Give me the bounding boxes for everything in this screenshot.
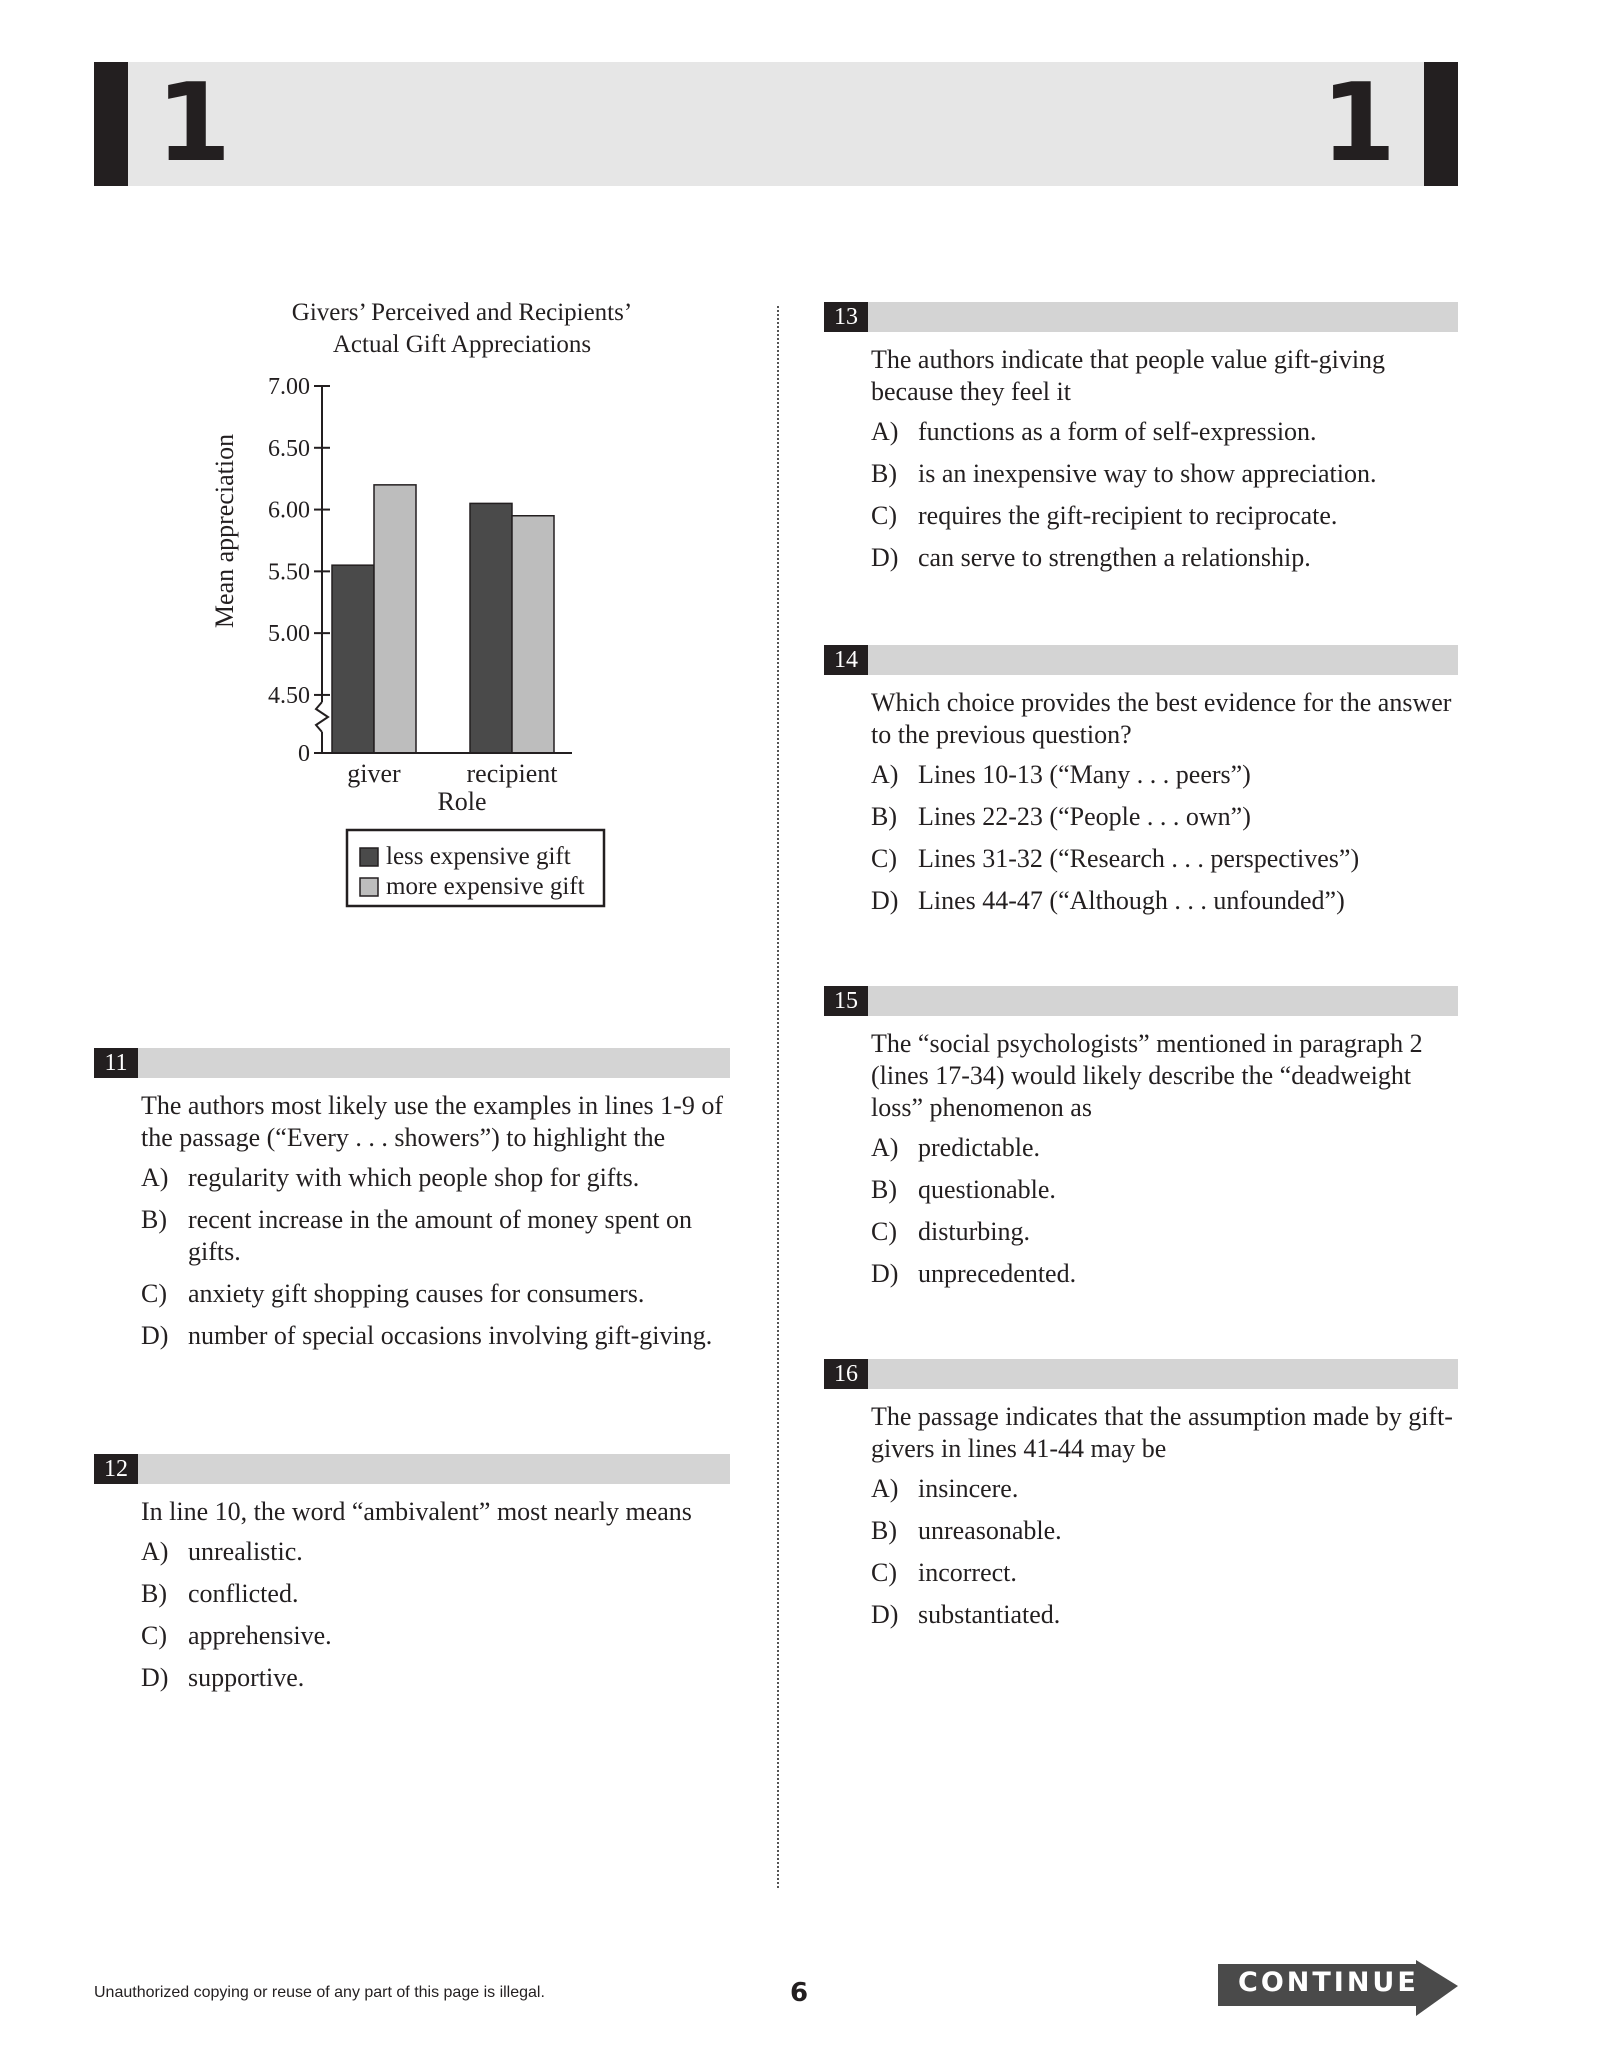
bar-giver-less-expensive [332, 565, 374, 753]
choice-b[interactable] [871, 1174, 1458, 1206]
question-stem: Which choice provides the best evidence for the answer to the previous question? [871, 688, 1452, 749]
choice-text: can serve to strengthen a relationship. [918, 543, 1311, 572]
choice-text: functions as a form of self-expression. [918, 417, 1317, 446]
column-divider [777, 306, 779, 1888]
choice-c[interactable] [871, 843, 1458, 875]
choice-letter: C) [141, 1279, 167, 1308]
choice-a[interactable] [141, 1536, 730, 1568]
section-number-left: 1 [156, 61, 232, 186]
page-number: 6 [790, 1978, 809, 2008]
chart-title-line-2: Actual Gift Appreciations [332, 331, 592, 358]
question-stem: The authors most likely use the examples in lines 1-9 of the passage (“Every . . . showers”) to highlight the [141, 1091, 723, 1152]
y-axis [268, 374, 330, 767]
question-number: 15 [824, 986, 868, 1016]
choice-a[interactable] [871, 1132, 1458, 1164]
question-number: 12 [94, 1454, 138, 1484]
choice-letter: C) [871, 1558, 897, 1587]
question-13 [824, 302, 1458, 584]
choice-letter: B) [871, 1175, 897, 1204]
question-16 [824, 1359, 1458, 1641]
choice-b[interactable] [871, 801, 1458, 833]
question-bar [824, 302, 1458, 332]
choice-letter: D) [141, 1321, 169, 1350]
legend-entry: less expensive gift [386, 843, 571, 870]
choice-text: Lines 10-13 (“Many . . . peers”) [918, 760, 1251, 789]
choice-d[interactable] [871, 885, 1458, 917]
question-number: 16 [824, 1359, 868, 1389]
choice-letter: D) [871, 1600, 899, 1629]
question-11 [94, 1048, 730, 1362]
y-tick-label: 5.00 [268, 621, 310, 648]
choice-text: incorrect. [918, 1558, 1017, 1587]
choice-text: unprecedented. [918, 1259, 1077, 1288]
choice-text: apprehensive. [188, 1621, 332, 1650]
choice-letter: A) [871, 1133, 899, 1162]
header-bar-left [94, 62, 128, 186]
choice-text: Lines 31-32 (“Research . . . perspectives”) [918, 844, 1360, 873]
answer-choices [871, 759, 1458, 917]
question-stem: The passage indicates that the assumption made by gift-givers in lines 41-44 may be [871, 1402, 1453, 1463]
choice-b[interactable] [871, 458, 1458, 490]
choice-letter: A) [141, 1163, 169, 1192]
choice-letter: C) [871, 501, 897, 530]
bar-recipient-less-expensive [470, 503, 512, 753]
choice-text: number of special occasions involving gift-giving. [188, 1321, 713, 1350]
choice-text: anxiety gift shopping causes for consumers. [188, 1279, 645, 1308]
y-axis-label: Mean appreciation [210, 433, 239, 629]
y-tick-label: 6.50 [268, 435, 310, 462]
bar-recipient-more-expensive [512, 516, 554, 753]
header-bar-right [1424, 62, 1458, 186]
question-stem: The “social psychologists” mentioned in paragraph 2 (lines 17-34) would likely describe the “deadweight loss” phenomenon as [871, 1029, 1423, 1122]
question-14 [824, 645, 1458, 927]
copyright-notice: Unauthorized copying or reuse of any part of this page is illegal. [94, 1984, 545, 2001]
choice-letter: D) [871, 886, 899, 915]
y-tick-label: 0 [298, 741, 310, 767]
choice-letter: C) [871, 844, 897, 873]
choice-letter: A) [871, 760, 899, 789]
bar-chart [200, 296, 660, 936]
choice-letter: D) [871, 543, 899, 572]
bars [332, 485, 554, 753]
answer-choices [871, 1473, 1458, 1631]
y-tick-label: 6.00 [268, 497, 310, 524]
question-bar [824, 645, 1458, 675]
choice-letter: C) [141, 1621, 167, 1650]
continue-arrow [1218, 1960, 1458, 2016]
choice-b[interactable] [871, 1515, 1458, 1547]
choice-text: unreasonable. [918, 1516, 1062, 1545]
choice-d[interactable] [141, 1320, 730, 1352]
choice-b[interactable] [141, 1578, 730, 1610]
choice-letter: B) [141, 1579, 167, 1608]
legend-swatch [360, 878, 378, 896]
choice-c[interactable] [141, 1278, 730, 1310]
choice-c[interactable] [871, 1557, 1458, 1589]
answer-choices [871, 416, 1458, 574]
y-tick-label: 4.50 [268, 682, 310, 709]
choice-a[interactable] [141, 1162, 730, 1194]
choice-text: is an inexpensive way to show appreciation. [918, 459, 1377, 488]
choice-b[interactable] [141, 1204, 730, 1268]
question-bar [824, 1359, 1458, 1389]
y-tick-label: 5.50 [268, 559, 310, 586]
y-tick-label: 7.00 [268, 374, 310, 400]
legend-entry: more expensive gift [386, 873, 585, 900]
question-15 [824, 986, 1458, 1300]
question-bar [94, 1454, 730, 1484]
question-number: 11 [94, 1048, 138, 1078]
choice-text: questionable. [918, 1175, 1056, 1204]
question-number: 14 [824, 645, 868, 675]
choice-letter: D) [871, 1259, 899, 1288]
choice-letter: A) [871, 1474, 899, 1503]
choice-text: regularity with which people shop for gifts. [188, 1163, 640, 1192]
section-number-right: 1 [1320, 61, 1396, 186]
choice-text: Lines 22-23 (“People . . . own”) [918, 802, 1251, 831]
choice-d[interactable] [871, 1258, 1458, 1290]
choice-text: insincere. [918, 1474, 1019, 1503]
question-bar [94, 1048, 730, 1078]
choice-text: predictable. [918, 1133, 1040, 1162]
question-12 [94, 1454, 730, 1704]
bar-giver-more-expensive [374, 485, 416, 753]
question-stem: In line 10, the word “ambivalent” most nearly means [141, 1497, 692, 1526]
choice-text: substantiated. [918, 1600, 1061, 1629]
chart-title-line-1: Givers’ Perceived and Recipients’ [291, 299, 633, 326]
choice-a[interactable] [871, 1473, 1458, 1505]
axis-break-mark [316, 702, 328, 732]
choice-text: disturbing. [918, 1217, 1030, 1246]
choice-text: recent increase in the amount of money spent on gifts. [188, 1205, 692, 1266]
x-axis-label: Role [437, 787, 487, 816]
choice-letter: B) [871, 459, 897, 488]
choice-letter: D) [141, 1663, 169, 1692]
question-bar [824, 986, 1458, 1016]
choice-c[interactable] [141, 1620, 730, 1652]
choice-d[interactable] [871, 1599, 1458, 1631]
choice-letter: B) [141, 1205, 167, 1234]
choice-text: requires the gift-recipient to reciprocate. [918, 501, 1338, 530]
x-category-label: recipient [466, 759, 558, 788]
question-number: 13 [824, 302, 868, 332]
question-stem: The authors indicate that people value gift-giving because they feel it [871, 345, 1386, 406]
choice-letter: A) [871, 417, 899, 446]
choice-d[interactable] [141, 1662, 730, 1694]
continue-label: CONTINUE [1238, 1967, 1419, 1998]
choice-letter: B) [871, 802, 897, 831]
legend-swatch [360, 848, 378, 866]
choice-text: conflicted. [188, 1579, 299, 1608]
choice-a[interactable] [871, 759, 1458, 791]
choice-text: unrealistic. [188, 1537, 303, 1566]
choice-text: supportive. [188, 1663, 305, 1692]
choice-d[interactable] [871, 542, 1458, 574]
choice-letter: A) [141, 1537, 169, 1566]
x-category-label: giver [347, 759, 401, 788]
choice-text: Lines 44-47 (“Although . . . unfounded”) [918, 886, 1345, 915]
chart-legend [347, 830, 604, 906]
choice-c[interactable] [871, 500, 1458, 532]
choice-a[interactable] [871, 416, 1458, 448]
answer-choices [141, 1536, 730, 1694]
choice-letter: C) [871, 1217, 897, 1246]
choice-c[interactable] [871, 1216, 1458, 1248]
section-header [94, 62, 1458, 186]
x-axis [322, 753, 572, 788]
answer-choices [141, 1162, 730, 1352]
choice-letter: B) [871, 1516, 897, 1545]
answer-choices [871, 1132, 1458, 1290]
